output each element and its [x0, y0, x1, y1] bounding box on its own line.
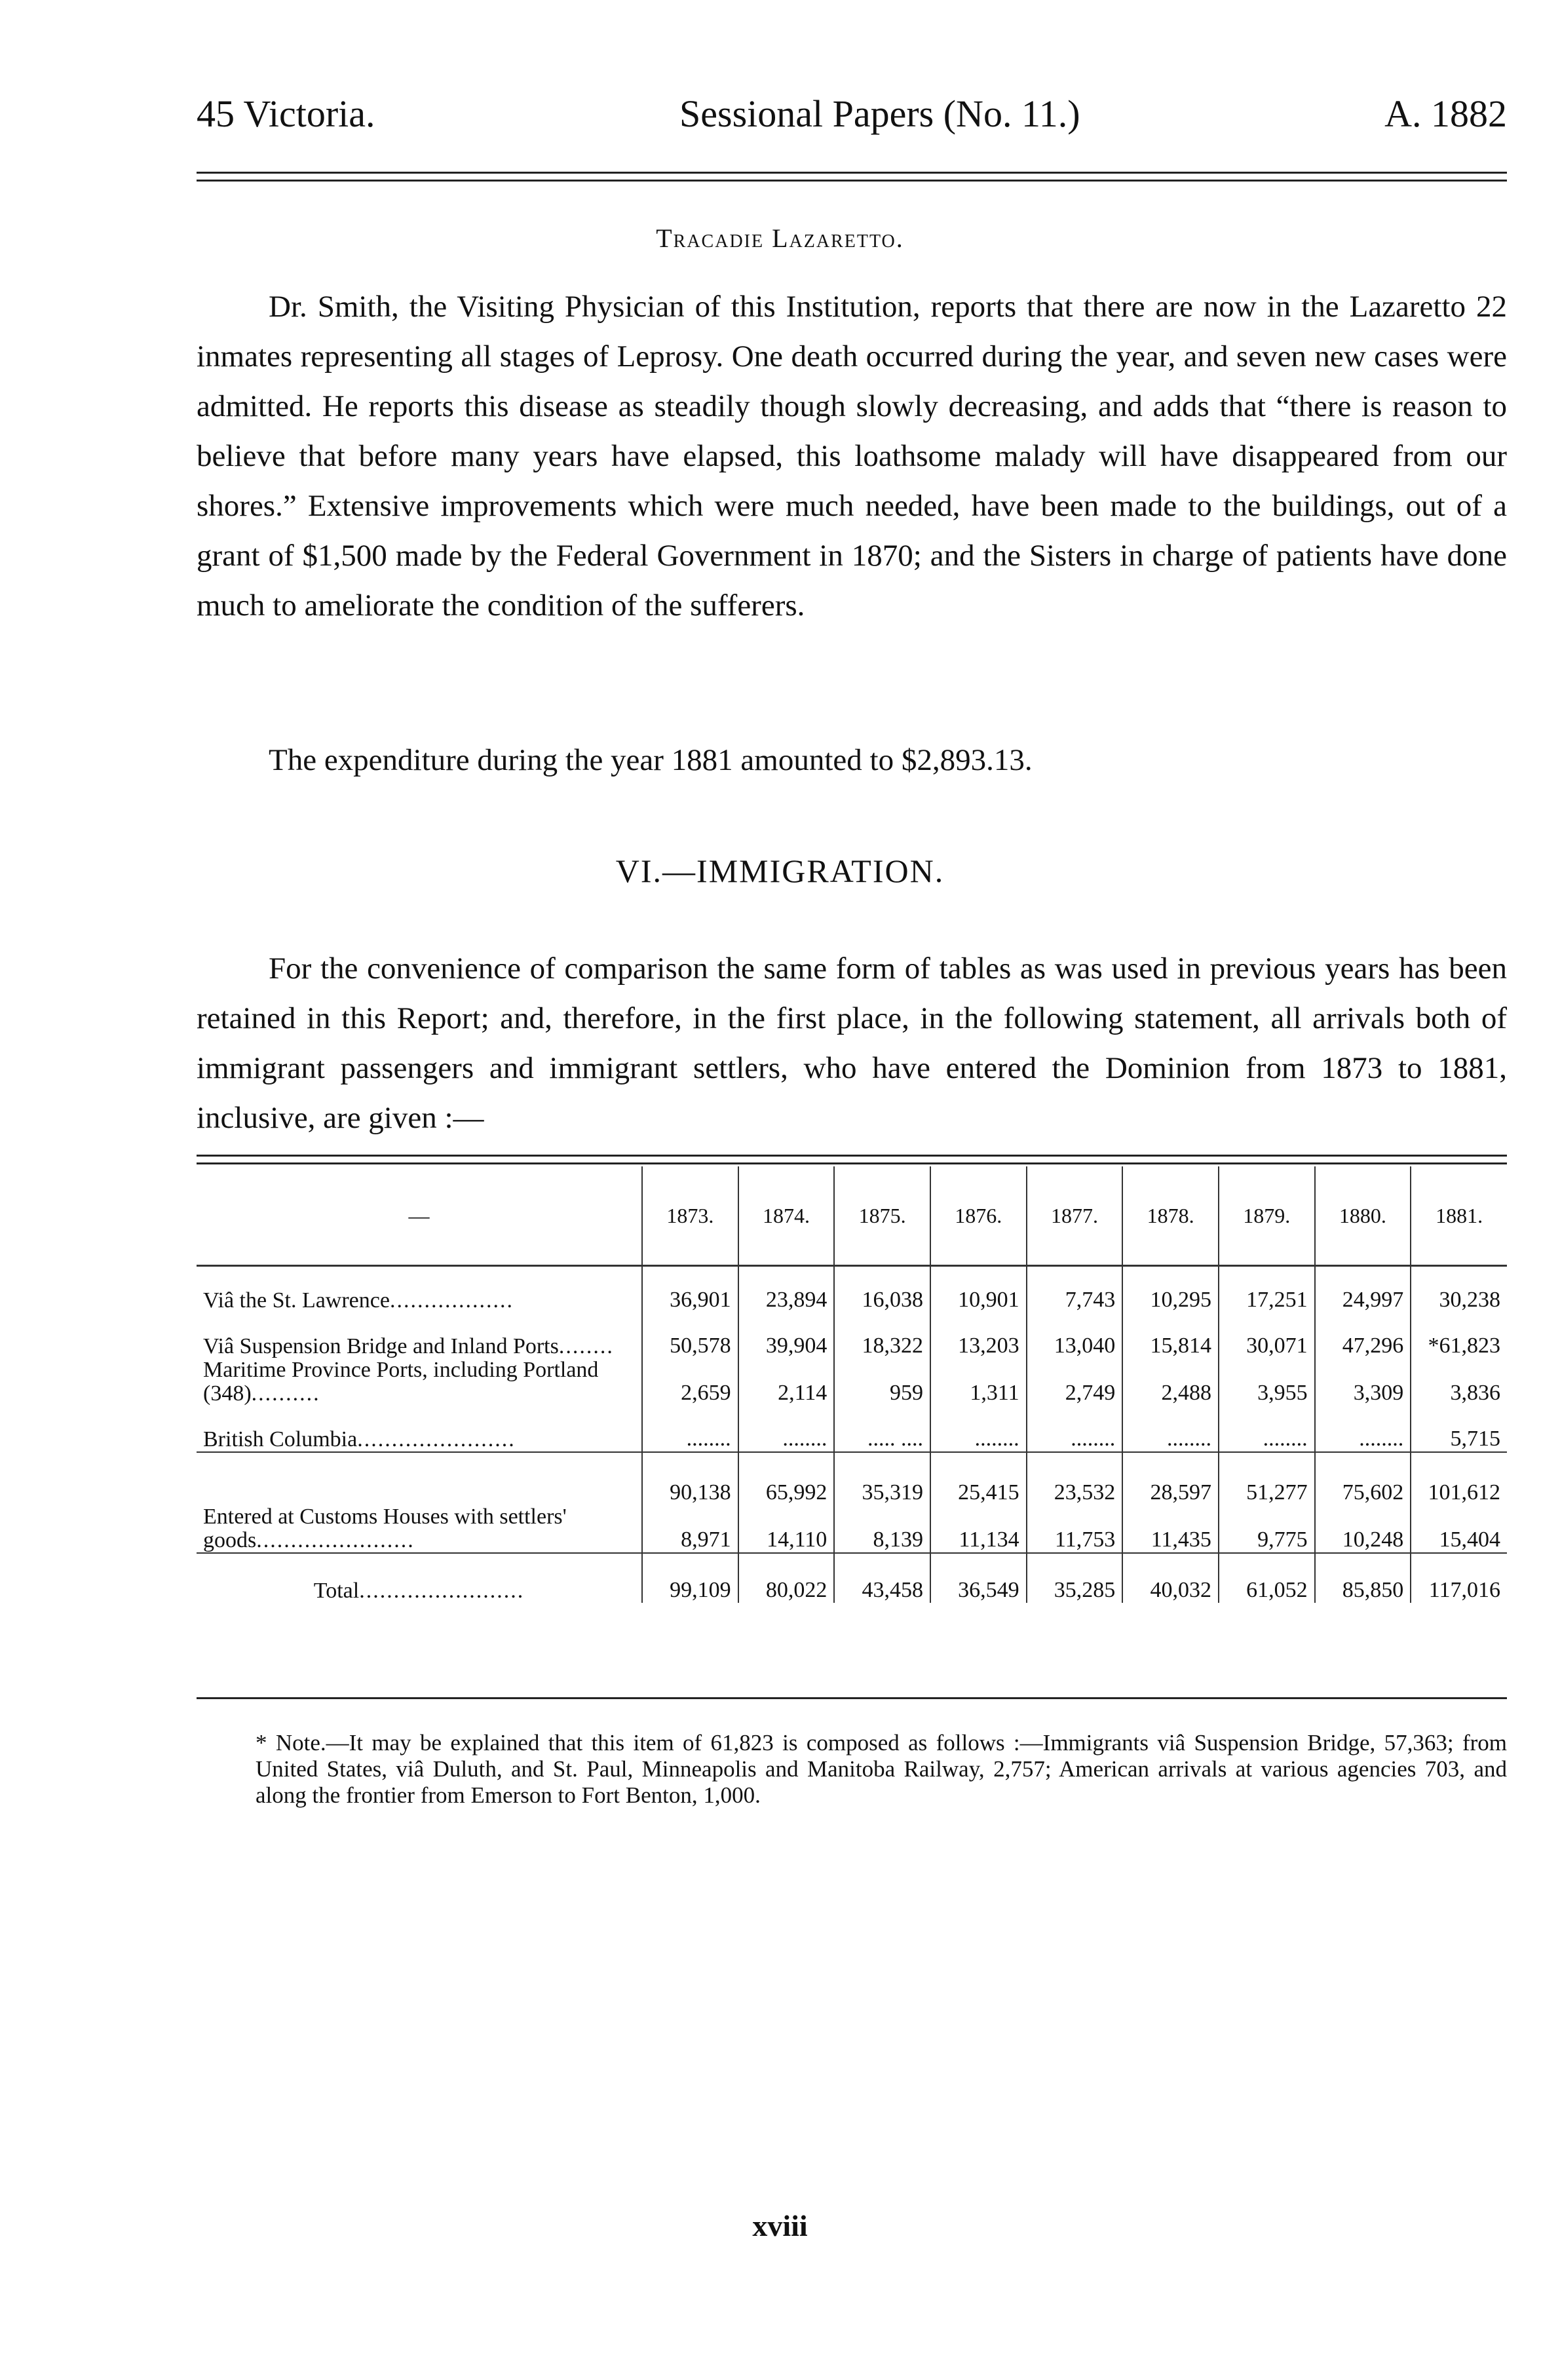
table-cell: 51,277 — [1219, 1452, 1315, 1505]
table-cell: 80,022 — [738, 1553, 835, 1603]
table-cell: 65,992 — [738, 1452, 835, 1505]
table-cell: 3,309 — [1315, 1358, 1411, 1406]
expenditure-paragraph: The expenditure during the year 1881 amounted to $2,893.13. — [269, 743, 1033, 777]
table-cell: 35,285 — [1027, 1553, 1123, 1603]
table-cell: 16,038 — [834, 1266, 930, 1313]
table-cell: 43,458 — [834, 1553, 930, 1603]
table-cell: 23,894 — [738, 1266, 835, 1313]
table-cell: *61,823 — [1411, 1313, 1507, 1358]
header-session: 45 Victoria. — [197, 92, 375, 135]
row-label: Entered at Customs Houses with settlers' goods....................... — [203, 1505, 567, 1552]
table-cell: 85,850 — [1315, 1553, 1411, 1603]
table-cell: ........ — [738, 1406, 835, 1452]
tracadie-heading: Tracadie Lazaretto. — [656, 223, 904, 253]
table-row — [197, 1266, 1507, 1313]
table-cell: 2,488 — [1122, 1358, 1219, 1406]
immigration-heading: VI.—IMMIGRATION. — [615, 853, 945, 889]
year-header: 1877. — [1027, 1166, 1123, 1266]
row-label: Maritime Province Ports, including Portland (348).......... — [203, 1358, 599, 1406]
year-header: 1875. — [834, 1166, 930, 1266]
table-cell: 24,997 — [1315, 1266, 1411, 1313]
table-cell: 10,248 — [1315, 1505, 1411, 1553]
row-label: Viâ the St. Lawrence.................. — [203, 1288, 514, 1313]
table-row — [197, 1358, 1507, 1406]
table-cell: 14,110 — [738, 1505, 835, 1553]
table-cell: 11,435 — [1122, 1505, 1219, 1553]
customs-row — [197, 1505, 1507, 1553]
table-cell: 11,134 — [930, 1505, 1027, 1553]
table-cell: 959 — [834, 1358, 930, 1406]
table-cell: 10,901 — [930, 1266, 1027, 1313]
table-row — [197, 1406, 1507, 1452]
table-cell: ........ — [1027, 1406, 1123, 1452]
subtotal-label — [197, 1452, 642, 1505]
footnote-text: * Note.—It may be explained that this item of 61,823 is composed as follows :—Immigrants viâ Suspension Bridge, 57,363; from United States, viâ Duluth, and St. Paul, Minneapolis and Manitoba Railway, 2,757; American arrivals at various agencies 703, and along the frontier from Emerson to Fort Benton, 1,000. — [256, 1730, 1507, 1808]
table-header-row — [197, 1166, 1507, 1266]
table-cell: 15,404 — [1411, 1505, 1507, 1553]
table-cell: 40,032 — [1122, 1553, 1219, 1603]
table-cell: 25,415 — [930, 1452, 1027, 1505]
header-series: Sessional Papers (No. 11.) — [679, 92, 1080, 135]
table-cell: 36,901 — [642, 1266, 738, 1313]
year-header: 1876. — [930, 1166, 1027, 1266]
table-cell: 36,549 — [930, 1553, 1027, 1603]
table-cell: 101,612 — [1411, 1452, 1507, 1505]
page-number: xviii — [752, 2209, 808, 2242]
table-cell: ........ — [1122, 1406, 1219, 1452]
year-header: 1880. — [1315, 1166, 1411, 1266]
table-cell: ..... .... — [834, 1406, 930, 1452]
table-cell: 5,715 — [1411, 1406, 1507, 1452]
running-header — [197, 92, 1507, 136]
table-cell: 11,753 — [1027, 1505, 1123, 1553]
table-cell: 47,296 — [1315, 1313, 1411, 1358]
table-cell: 30,071 — [1219, 1313, 1315, 1358]
table-row — [197, 1313, 1507, 1358]
header-rule — [197, 172, 1507, 182]
year-header: 1873. — [642, 1166, 738, 1266]
year-header: 1881. — [1411, 1166, 1507, 1266]
table-cell: 90,138 — [642, 1452, 738, 1505]
tracadie-paragraph: Dr. Smith, the Visiting Physician of this Institution, reports that there are now in the Lazaretto 22 inmates representing all stages of Leprosy. One death occurred during the year, and seven new cases were admitted. He reports this disease as steadily though slowly decreasing, and adds that “there is reason to believe that before many years have elapsed, this loathsome malady will have disappeared from our shores.” Extensive improvements which were much needed, have been made to the buildings, out of a grant of $1,500 made by the Federal Government in 1870; and the Sisters in charge of patients have done much to ameliorate the condition of the sufferers. — [197, 290, 1507, 623]
header-year: A. 1882 — [1384, 92, 1507, 135]
table-cell: 30,238 — [1411, 1266, 1507, 1313]
table-cell: ........ — [1315, 1406, 1411, 1452]
table-cell: 8,139 — [834, 1505, 930, 1553]
table-cell: 35,319 — [834, 1452, 930, 1505]
table-cell: 15,814 — [1122, 1313, 1219, 1358]
table-cell: 117,016 — [1411, 1553, 1507, 1603]
table-cell: 17,251 — [1219, 1266, 1315, 1313]
table-cell: 23,532 — [1027, 1452, 1123, 1505]
table-cell: 1,311 — [930, 1358, 1027, 1406]
table-cell: 2,659 — [642, 1358, 738, 1406]
table-cell: 13,040 — [1027, 1313, 1123, 1358]
row-label: Viâ Suspension Bridge and Inland Ports........ — [203, 1334, 614, 1358]
table-cell: 50,578 — [642, 1313, 738, 1358]
table-cell: 3,955 — [1219, 1358, 1315, 1406]
table-cell: 39,904 — [738, 1313, 835, 1358]
table-cell: 3,836 — [1411, 1358, 1507, 1406]
table-cell: ........ — [1219, 1406, 1315, 1452]
table-cell: 10,295 — [1122, 1266, 1219, 1313]
table-bottom-rule — [197, 1697, 1507, 1699]
table-cell: 61,052 — [1219, 1553, 1315, 1603]
table-cell: ........ — [930, 1406, 1027, 1452]
table-cell: ........ — [642, 1406, 738, 1452]
table-cell: 7,743 — [1027, 1266, 1123, 1313]
year-header: 1879. — [1219, 1166, 1315, 1266]
table-cell: 75,602 — [1315, 1452, 1411, 1505]
year-header: 1878. — [1122, 1166, 1219, 1266]
row-label: Total........................ — [197, 1553, 642, 1603]
total-row — [197, 1553, 1507, 1603]
row-label: British Columbia....................... — [203, 1427, 516, 1451]
table-cell: 18,322 — [834, 1313, 930, 1358]
table-cell: 9,775 — [1219, 1505, 1315, 1553]
table-cell: 28,597 — [1122, 1452, 1219, 1505]
table-cell: 13,203 — [930, 1313, 1027, 1358]
table-top-rule — [197, 1155, 1507, 1164]
table-cell: 2,114 — [738, 1358, 835, 1406]
table-cell: 2,749 — [1027, 1358, 1123, 1406]
year-header: 1874. — [738, 1166, 835, 1266]
immigration-table — [197, 1166, 1507, 1603]
immigration-paragraph: For the convenience of comparison the same form of tables as was used in previous years has been retained in this Report; and, therefore, in the first place, in the following statement, all arrivals both of immigrant passengers and immigrant settlers, who have entered the Dominion from 1873 to 1881, inclusive, are given :— — [197, 951, 1507, 1135]
footnote — [197, 1730, 1507, 1809]
table-corner: — — [408, 1203, 430, 1227]
subtotal-row — [197, 1452, 1507, 1505]
table-cell: 8,971 — [642, 1505, 738, 1553]
table-cell: 99,109 — [642, 1553, 738, 1603]
